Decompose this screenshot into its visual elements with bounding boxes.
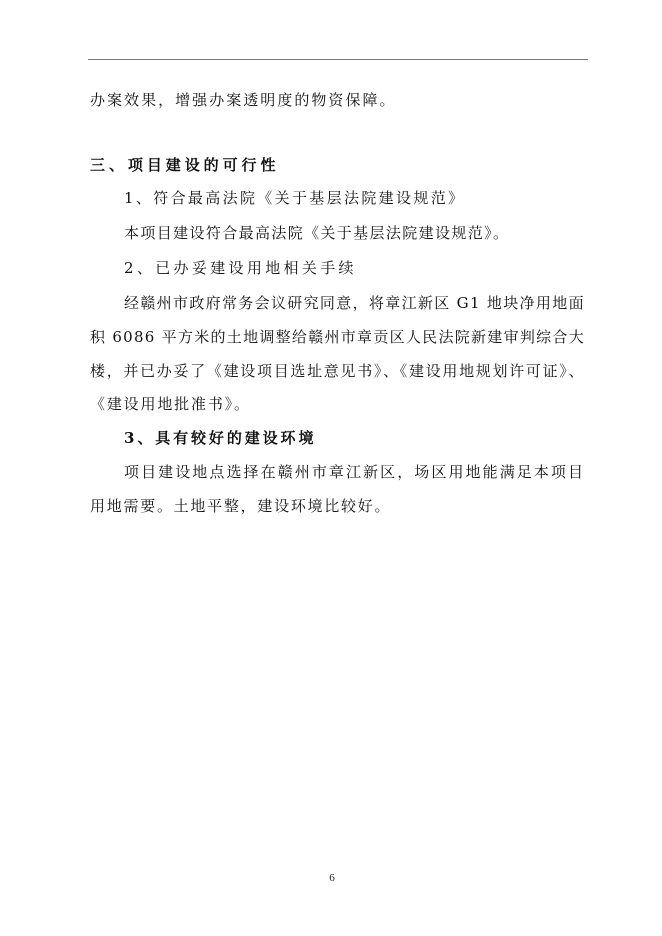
header-divider — [88, 59, 588, 60]
item-2-heading: 2、已办妥建设用地相关手续 — [124, 259, 357, 277]
item-2-body-line-2: 积 6086 平方米的土地调整给赣州市章贡区人民法院新建审判综合大 — [90, 328, 585, 346]
item-2-body-line-3: 楼，并已办妥了《建设项目选址意见书》、《建设用地规划许可证》、 — [90, 362, 586, 380]
item-2-body-line-4: 《建设用地批准书》。 — [90, 395, 251, 413]
item-3-body-line-1: 项目建设地点选择在赣州市章江新区，场区用地能满足本项目 — [124, 463, 586, 481]
item-3-body-line-2: 用地需要。土地平整，建设环境比较好。 — [90, 497, 392, 515]
item-1-heading: 1、符合最高法院《关于基层法院建设规范》 — [124, 189, 466, 207]
item-3-heading: 3、具有较好的建设环境 — [124, 429, 317, 447]
page-number: 6 — [329, 872, 335, 884]
paragraph-continuation: 办案效果，增强办案透明度的物资保障。 — [90, 91, 397, 109]
section-heading: 三、项目建设的可行性 — [90, 156, 280, 174]
item-1-body: 本项目建设符合最高法院《关于基层法院建设规范》。 — [124, 224, 510, 242]
item-2-body-line-1: 经赣州市政府常务会议研究同意，将章江新区 G1 地块净用地面 — [124, 294, 585, 312]
